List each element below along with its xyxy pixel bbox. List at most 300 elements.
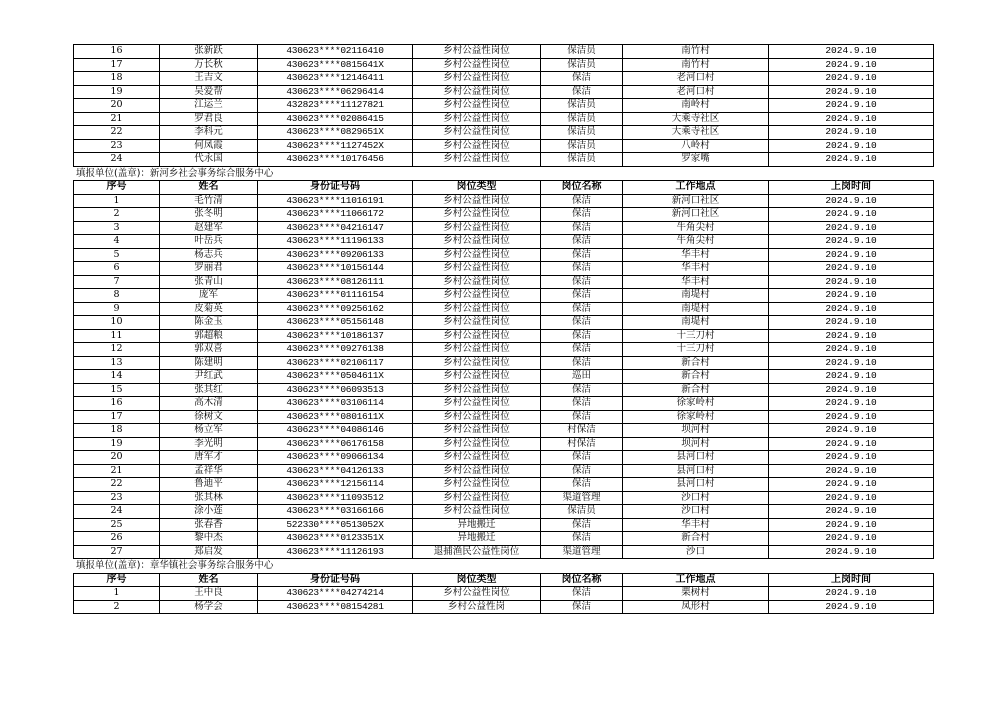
report-sheet — [73, 44, 933, 614]
header-work-location: 工作地点 — [623, 181, 769, 195]
index-cell: 7 — [74, 275, 160, 289]
work-location-cell: 大乘寺社区 — [623, 126, 769, 140]
id-number-cell: 430623****0801611X — [258, 410, 413, 424]
name-cell: 李科元 — [160, 126, 258, 140]
id-number-cell: 430623****04126133 — [258, 464, 413, 478]
id-number-cell: 430623****0123351X — [258, 532, 413, 546]
header-post-name: 岗位名称 — [541, 181, 623, 195]
work-location-cell: 县河口村 — [623, 451, 769, 465]
post-name-cell: 保洁 — [541, 221, 623, 235]
post-type-cell: 乡村公益性岗位 — [413, 356, 541, 370]
index-cell: 26 — [74, 532, 160, 546]
start-date-cell: 2024.9.10 — [769, 464, 934, 478]
header-index: 序号 — [74, 573, 160, 587]
start-date-cell: 2024.9.10 — [769, 99, 934, 113]
table-row — [74, 235, 934, 249]
header-post-type: 岗位类型 — [413, 573, 541, 587]
post-name-cell: 保洁 — [541, 302, 623, 316]
table-row — [74, 221, 934, 235]
start-date-cell: 2024.9.10 — [769, 126, 934, 140]
index-cell: 8 — [74, 289, 160, 303]
index-cell: 25 — [74, 518, 160, 532]
post-type-cell: 异地搬迁 — [413, 532, 541, 546]
post-type-cell: 乡村公益性岗位 — [413, 451, 541, 465]
post-type-cell: 乡村公益性岗位 — [413, 126, 541, 140]
name-cell: 陈建明 — [160, 356, 258, 370]
name-cell: 李光明 — [160, 437, 258, 451]
start-date-cell: 2024.9.10 — [769, 289, 934, 303]
start-date-cell: 2024.9.10 — [769, 139, 934, 153]
start-date-cell: 2024.9.10 — [769, 72, 934, 86]
table-row — [74, 505, 934, 519]
index-cell: 23 — [74, 139, 160, 153]
post-name-cell: 保洁员 — [541, 58, 623, 72]
post-name-cell: 保洁员 — [541, 45, 623, 59]
name-cell: 张其林 — [160, 491, 258, 505]
post-type-cell: 乡村公益性岗位 — [413, 343, 541, 357]
work-location-cell: 新合村 — [623, 356, 769, 370]
id-number-cell: 430623****0504611X — [258, 370, 413, 384]
work-location-cell: 沙口 — [623, 545, 769, 559]
work-location-cell: 栗树村 — [623, 587, 769, 601]
post-type-cell: 乡村公益性岗位 — [413, 99, 541, 113]
table-row — [74, 58, 934, 72]
post-name-cell: 保洁 — [541, 72, 623, 86]
id-number-cell: 430623****10176456 — [258, 153, 413, 167]
name-cell: 郭超粮 — [160, 329, 258, 343]
work-location-cell: 老河口村 — [623, 85, 769, 99]
name-cell: 尹红武 — [160, 370, 258, 384]
post-name-cell: 保洁 — [541, 262, 623, 276]
id-number-cell: 430623****11016191 — [258, 194, 413, 208]
start-date-cell: 2024.9.10 — [769, 370, 934, 384]
name-cell: 张新跃 — [160, 45, 258, 59]
id-number-cell: 430623****11066172 — [258, 208, 413, 222]
index-cell: 10 — [74, 316, 160, 330]
index-cell: 12 — [74, 343, 160, 357]
work-location-cell: 南竹村 — [623, 45, 769, 59]
name-cell: 江运兰 — [160, 99, 258, 113]
name-cell: 吴爱帮 — [160, 85, 258, 99]
work-location-cell: 牛角尖村 — [623, 221, 769, 235]
work-location-cell: 华丰村 — [623, 518, 769, 532]
table-row — [74, 329, 934, 343]
id-number-cell: 430623****02106117 — [258, 356, 413, 370]
post-type-cell: 退捕渔民公益性岗位 — [413, 545, 541, 559]
table-row — [74, 208, 934, 222]
table-row — [74, 139, 934, 153]
name-cell: 王中良 — [160, 587, 258, 601]
id-number-cell: 432823****11127821 — [258, 99, 413, 113]
post-type-cell: 乡村公益性岗位 — [413, 478, 541, 492]
work-location-cell: 新合村 — [623, 370, 769, 384]
post-type-cell: 乡村公益性岗位 — [413, 491, 541, 505]
table-row — [74, 600, 934, 614]
work-location-cell: 坝河村 — [623, 424, 769, 438]
post-name-cell: 保洁 — [541, 316, 623, 330]
post-type-cell: 异地搬迁 — [413, 518, 541, 532]
work-location-cell: 南堤村 — [623, 316, 769, 330]
index-cell: 19 — [74, 437, 160, 451]
work-location-cell: 新合村 — [623, 383, 769, 397]
section-0 — [73, 44, 933, 167]
post-name-cell: 保洁 — [541, 464, 623, 478]
index-cell: 9 — [74, 302, 160, 316]
index-cell: 20 — [74, 451, 160, 465]
work-location-cell: 徐家岭村 — [623, 410, 769, 424]
start-date-cell: 2024.9.10 — [769, 383, 934, 397]
roster-table — [73, 180, 934, 559]
work-location-cell: 南竹村 — [623, 58, 769, 72]
filing-unit-label: 填报单位(盖章)：新河乡社会事务综合服务中心 — [76, 167, 274, 179]
post-type-cell: 乡村公益性岗位 — [413, 464, 541, 478]
name-cell: 郭双喜 — [160, 343, 258, 357]
table-row — [74, 153, 934, 167]
work-location-cell: 新合村 — [623, 532, 769, 546]
post-name-cell: 保洁 — [541, 329, 623, 343]
work-location-cell: 十三刀村 — [623, 343, 769, 357]
post-type-cell: 乡村公益性岗位 — [413, 194, 541, 208]
table-row — [74, 587, 934, 601]
index-cell: 24 — [74, 505, 160, 519]
header-post-type: 岗位类型 — [413, 181, 541, 195]
id-number-cell: 522330****0513052X — [258, 518, 413, 532]
section-1 — [73, 167, 933, 560]
work-location-cell: 坝河村 — [623, 437, 769, 451]
work-location-cell: 南堤村 — [623, 289, 769, 303]
post-name-cell: 巡田 — [541, 370, 623, 384]
start-date-cell: 2024.9.10 — [769, 248, 934, 262]
start-date-cell: 2024.9.10 — [769, 316, 934, 330]
start-date-cell: 2024.9.10 — [769, 397, 934, 411]
index-cell: 6 — [74, 262, 160, 276]
index-cell: 18 — [74, 72, 160, 86]
post-type-cell: 乡村公益性岗位 — [413, 587, 541, 601]
id-number-cell: 430623****09256162 — [258, 302, 413, 316]
start-date-cell: 2024.9.10 — [769, 356, 934, 370]
work-location-cell: 县河口村 — [623, 478, 769, 492]
id-number-cell: 430623****02116410 — [258, 45, 413, 59]
id-number-cell: 430623****05156148 — [258, 316, 413, 330]
post-name-cell: 村保洁 — [541, 424, 623, 438]
index-cell: 20 — [74, 99, 160, 113]
work-location-cell: 新河口社区 — [623, 194, 769, 208]
table-row — [74, 72, 934, 86]
index-cell: 11 — [74, 329, 160, 343]
header-start-date: 上岗时间 — [769, 181, 934, 195]
post-type-cell: 乡村公益性岗位 — [413, 85, 541, 99]
id-number-cell: 430623****06296414 — [258, 85, 413, 99]
post-type-cell: 乡村公益性岗位 — [413, 329, 541, 343]
post-name-cell: 保洁 — [541, 600, 623, 614]
name-cell: 孟祥华 — [160, 464, 258, 478]
index-cell: 17 — [74, 58, 160, 72]
start-date-cell: 2024.9.10 — [769, 518, 934, 532]
name-cell: 王吉文 — [160, 72, 258, 86]
table-row — [74, 410, 934, 424]
work-location-cell: 老河口村 — [623, 72, 769, 86]
post-type-cell: 乡村公益性岗位 — [413, 424, 541, 438]
post-type-cell: 乡村公益性岗位 — [413, 437, 541, 451]
name-cell: 杨志兵 — [160, 248, 258, 262]
id-number-cell: 430623****04274214 — [258, 587, 413, 601]
index-cell: 13 — [74, 356, 160, 370]
id-number-cell: 430623****10186137 — [258, 329, 413, 343]
table-row — [74, 518, 934, 532]
name-cell: 毛竹清 — [160, 194, 258, 208]
post-type-cell: 乡村公益性岗位 — [413, 248, 541, 262]
post-name-cell: 保洁 — [541, 208, 623, 222]
post-name-cell: 保洁员 — [541, 153, 623, 167]
id-number-cell: 430623****09066134 — [258, 451, 413, 465]
id-number-cell: 430623****12146411 — [258, 72, 413, 86]
table-row — [74, 464, 934, 478]
name-cell: 鲁迪平 — [160, 478, 258, 492]
post-type-cell: 乡村公益性岗位 — [413, 72, 541, 86]
name-cell: 叶岳兵 — [160, 235, 258, 249]
name-cell: 庞军 — [160, 289, 258, 303]
table-row — [74, 532, 934, 546]
name-cell: 杨学会 — [160, 600, 258, 614]
id-number-cell: 430623****1127452X — [258, 139, 413, 153]
post-name-cell: 保洁 — [541, 289, 623, 303]
table-row — [74, 491, 934, 505]
work-location-cell: 华丰村 — [623, 262, 769, 276]
start-date-cell: 2024.9.10 — [769, 275, 934, 289]
start-date-cell: 2024.9.10 — [769, 112, 934, 126]
name-cell: 张其红 — [160, 383, 258, 397]
work-location-cell: 县河口村 — [623, 464, 769, 478]
index-cell: 19 — [74, 85, 160, 99]
index-cell: 21 — [74, 112, 160, 126]
id-number-cell: 430623****04216147 — [258, 221, 413, 235]
post-type-cell: 乡村公益性岗位 — [413, 221, 541, 235]
id-number-cell: 430623****01116154 — [258, 289, 413, 303]
id-number-cell: 430623****08126111 — [258, 275, 413, 289]
id-number-cell: 430623****02086415 — [258, 112, 413, 126]
index-cell: 2 — [74, 208, 160, 222]
post-type-cell: 乡村公益性岗位 — [413, 208, 541, 222]
work-location-cell: 新河口社区 — [623, 208, 769, 222]
work-location-cell: 牛角尖村 — [623, 235, 769, 249]
name-cell: 皮菊英 — [160, 302, 258, 316]
id-number-cell: 430623****03106114 — [258, 397, 413, 411]
name-cell: 陈金玉 — [160, 316, 258, 330]
index-cell: 14 — [74, 370, 160, 384]
id-number-cell: 430623****0829651X — [258, 126, 413, 140]
table-row — [74, 356, 934, 370]
name-cell: 何凤霞 — [160, 139, 258, 153]
start-date-cell: 2024.9.10 — [769, 424, 934, 438]
post-name-cell: 渠道管理 — [541, 491, 623, 505]
roster-table — [73, 44, 934, 167]
start-date-cell: 2024.9.10 — [769, 302, 934, 316]
post-type-cell: 乡村公益性岗位 — [413, 275, 541, 289]
name-cell: 杨立军 — [160, 424, 258, 438]
post-type-cell: 乡村公益性岗位 — [413, 383, 541, 397]
id-number-cell: 430623****11196133 — [258, 235, 413, 249]
id-number-cell: 430623****04086146 — [258, 424, 413, 438]
post-type-cell: 乡村公益性岗位 — [413, 289, 541, 303]
work-location-cell: 华丰村 — [623, 275, 769, 289]
index-cell: 22 — [74, 126, 160, 140]
work-location-cell: 南岭村 — [623, 99, 769, 113]
roster-table — [73, 573, 934, 615]
id-number-cell: 430623****06176158 — [258, 437, 413, 451]
table-row — [74, 451, 934, 465]
post-type-cell: 乡村公益性岗 — [413, 600, 541, 614]
id-number-cell: 430623****09206133 — [258, 248, 413, 262]
name-cell: 涂小莲 — [160, 505, 258, 519]
work-location-cell: 大乘寺社区 — [623, 112, 769, 126]
start-date-cell: 2024.9.10 — [769, 532, 934, 546]
index-cell: 2 — [74, 600, 160, 614]
name-cell: 罗丽君 — [160, 262, 258, 276]
post-name-cell: 保洁 — [541, 85, 623, 99]
work-location-cell: 十三刀村 — [623, 329, 769, 343]
header-id-number: 身份证号码 — [258, 573, 413, 587]
index-cell: 4 — [74, 235, 160, 249]
post-type-cell: 乡村公益性岗位 — [413, 302, 541, 316]
post-type-cell: 乡村公益性岗位 — [413, 505, 541, 519]
id-number-cell: 430623****09276138 — [258, 343, 413, 357]
post-name-cell: 渠道管理 — [541, 545, 623, 559]
start-date-cell: 2024.9.10 — [769, 343, 934, 357]
name-cell: 赵建军 — [160, 221, 258, 235]
table-row — [74, 262, 934, 276]
work-location-cell: 凤形村 — [623, 600, 769, 614]
start-date-cell: 2024.9.10 — [769, 587, 934, 601]
start-date-cell: 2024.9.10 — [769, 45, 934, 59]
header-id-number: 身份证号码 — [258, 181, 413, 195]
post-name-cell: 保洁 — [541, 194, 623, 208]
index-cell: 27 — [74, 545, 160, 559]
id-number-cell: 430623****06093513 — [258, 383, 413, 397]
name-cell: 高木清 — [160, 397, 258, 411]
start-date-cell: 2024.9.10 — [769, 262, 934, 276]
start-date-cell: 2024.9.10 — [769, 208, 934, 222]
header-name: 姓名 — [160, 181, 258, 195]
work-location-cell: 沙口村 — [623, 491, 769, 505]
start-date-cell: 2024.9.10 — [769, 153, 934, 167]
filing-unit-label: 填报单位(盖章)：章华镇社会事务综合服务中心 — [76, 560, 274, 571]
post-type-cell: 乡村公益性岗位 — [413, 262, 541, 276]
name-cell: 罗君良 — [160, 112, 258, 126]
id-number-cell: 430623****11093512 — [258, 491, 413, 505]
header-name: 姓名 — [160, 573, 258, 587]
start-date-cell: 2024.9.10 — [769, 85, 934, 99]
post-name-cell: 村保洁 — [541, 437, 623, 451]
id-number-cell: 430623****0815641X — [258, 58, 413, 72]
post-name-cell: 保洁 — [541, 383, 623, 397]
start-date-cell: 2024.9.10 — [769, 194, 934, 208]
table-row — [74, 437, 934, 451]
header-index: 序号 — [74, 181, 160, 195]
start-date-cell: 2024.9.10 — [769, 329, 934, 343]
start-date-cell: 2024.9.10 — [769, 58, 934, 72]
post-name-cell: 保洁 — [541, 235, 623, 249]
index-cell: 21 — [74, 464, 160, 478]
post-name-cell: 保洁 — [541, 451, 623, 465]
start-date-cell: 2024.9.10 — [769, 545, 934, 559]
name-cell: 张春香 — [160, 518, 258, 532]
header-work-location: 工作地点 — [623, 573, 769, 587]
table-row — [74, 275, 934, 289]
post-name-cell: 保洁 — [541, 518, 623, 532]
name-cell: 张青山 — [160, 275, 258, 289]
table-row — [74, 99, 934, 113]
post-type-cell: 乡村公益性岗位 — [413, 370, 541, 384]
start-date-cell: 2024.9.10 — [769, 235, 934, 249]
post-name-cell: 保洁 — [541, 410, 623, 424]
table-row — [74, 45, 934, 59]
name-cell: 徐树文 — [160, 410, 258, 424]
table-row — [74, 478, 934, 492]
id-number-cell: 430623****12156114 — [258, 478, 413, 492]
section-2 — [73, 559, 933, 614]
start-date-cell: 2024.9.10 — [769, 600, 934, 614]
table-row — [74, 316, 934, 330]
name-cell: 万长秋 — [160, 58, 258, 72]
post-name-cell: 保洁 — [541, 343, 623, 357]
id-number-cell: 430623****10156144 — [258, 262, 413, 276]
post-name-cell: 保洁 — [541, 248, 623, 262]
post-name-cell: 保洁 — [541, 397, 623, 411]
name-cell: 唐军才 — [160, 451, 258, 465]
table-row — [74, 194, 934, 208]
post-name-cell: 保洁员 — [541, 139, 623, 153]
work-location-cell: 罗家嘴 — [623, 153, 769, 167]
post-type-cell: 乡村公益性岗位 — [413, 410, 541, 424]
post-name-cell: 保洁 — [541, 478, 623, 492]
index-cell: 1 — [74, 194, 160, 208]
post-name-cell: 保洁员 — [541, 99, 623, 113]
table-row — [74, 343, 934, 357]
post-type-cell: 乡村公益性岗位 — [413, 235, 541, 249]
id-number-cell: 430623****08154281 — [258, 600, 413, 614]
index-cell: 1 — [74, 587, 160, 601]
table-row — [74, 397, 934, 411]
index-cell: 16 — [74, 45, 160, 59]
start-date-cell: 2024.9.10 — [769, 221, 934, 235]
table-row — [74, 289, 934, 303]
name-cell: 郑启发 — [160, 545, 258, 559]
start-date-cell: 2024.9.10 — [769, 410, 934, 424]
post-name-cell: 保洁 — [541, 587, 623, 601]
post-type-cell: 乡村公益性岗位 — [413, 397, 541, 411]
post-type-cell: 乡村公益性岗位 — [413, 316, 541, 330]
index-cell: 18 — [74, 424, 160, 438]
work-location-cell: 沙口村 — [623, 505, 769, 519]
table-header-row — [74, 573, 934, 587]
table-row — [74, 112, 934, 126]
post-type-cell: 乡村公益性岗位 — [413, 112, 541, 126]
table-row — [74, 370, 934, 384]
name-cell: 张冬明 — [160, 208, 258, 222]
post-name-cell: 保洁 — [541, 532, 623, 546]
work-location-cell: 八岭村 — [623, 139, 769, 153]
index-cell: 3 — [74, 221, 160, 235]
index-cell: 24 — [74, 153, 160, 167]
index-cell: 15 — [74, 383, 160, 397]
post-name-cell: 保洁员 — [541, 126, 623, 140]
header-start-date: 上岗时间 — [769, 573, 934, 587]
index-cell: 22 — [74, 478, 160, 492]
start-date-cell: 2024.9.10 — [769, 491, 934, 505]
work-location-cell: 华丰村 — [623, 248, 769, 262]
table-row — [74, 545, 934, 559]
work-location-cell: 徐家岭村 — [623, 397, 769, 411]
